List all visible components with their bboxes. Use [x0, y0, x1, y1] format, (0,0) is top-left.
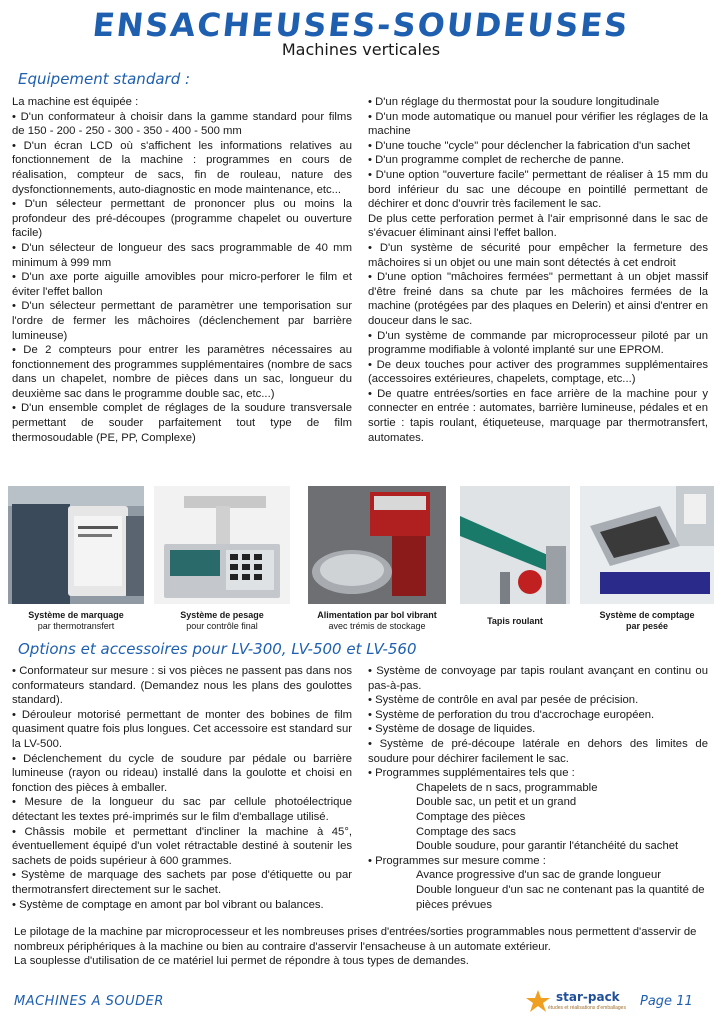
standard-item: • D'un ensemble complet de réglages de la soudure transversale permettant de souder parfaitement tout type de film thermosoudable (PE, PP, Complexe): [12, 402, 352, 444]
photo-caption: Système de marquage par thermotransfert: [28, 610, 124, 631]
standard-item: • De deux touches pour activer des programmes supplémentaires (accessoires extérieures, chapelets, comptage, etc...): [368, 358, 708, 386]
standard-item: • D'une option "ouverture facile" permettant de réaliser à 15 mm du bord inférieur du sac une découpe en pointillé permettant de déchirer et donc d'ouvrir très facilement le sac.: [368, 168, 708, 211]
program-item: Chapelets de n sacs, programmable: [416, 781, 598, 794]
standard-item: • D'un système de commande par microprocesseur piloté par un programme modifiable à volonté implanté sur une EPROM.: [368, 329, 708, 357]
standard-item: • De quatre entrées/sorties en face arrière de la machine pour y connecter en entrée : automates, barrière lumineuse, pédales et en sortie : tapis roulant, étiqueteuse, marquage par thermotransfert, automates.: [368, 387, 708, 444]
standard-item: • D'un mode automatique ou manuel pour vérifier les réglages de la machine: [368, 110, 708, 138]
program-item: Double sac, un petit et un grand: [416, 796, 577, 809]
standard-item: • D'un conformateur à choisir dans la gamme standard pour films de 150 - 200 - 250 - 300 - 350 - 400 - 500 mm: [12, 110, 352, 138]
marking-system-photo: [8, 486, 144, 604]
standard-left-column: [12, 95, 352, 445]
option-item: • Système de convoyage par tapis roulant avançant en continu ou pas-à-pas.: [368, 665, 708, 692]
option-item: • Déclenchement du cycle de soudure par pédale ou barrière lumineuse (rayon ou rideau) installé dans la goulotte et choisi en fonction des pièces à emballer.: [12, 752, 352, 794]
option-item: • Dérouleur motorisé permettant de monter des bobines de film quasiment quatre fois plus longues. Cet accessoire est standard sur la LV-500.: [12, 708, 352, 750]
closing-line: La souplesse d'utilisation de ce matériel lui permet de répondre à tous types de demandes.: [14, 955, 469, 968]
logo-tagline: études et réalisations d'emballages: [548, 1005, 626, 1011]
standard-item: • D'un réglage du thermostat pour la soudure longitudinale: [368, 96, 660, 108]
standard-item: • D'un sélecteur de longueur des sacs programmable de 40 mm minimum à 999 mm: [12, 241, 352, 269]
standard-item: • D'une touche "cycle" pour déclencher la fabrication d'un sachet: [368, 139, 691, 152]
option-item: • Conformateur sur mesure : si vos pièces ne passent pas dans nos conformateurs standard. (Demandez nous les plans des goulottes standard).: [12, 665, 352, 707]
standard-item: De plus cette perforation permet à l'air emprisonné dans le sac de s'évacuer éliminant ainsi l'effet ballon.: [368, 212, 708, 240]
closing-line: Le pilotage de la machine par microprocesseur et les nombreuses prises d'entrées/sorties programmables nous permettent d'asservir de nombreux périphériques à la machine ou bien au contraire d'asservir l'ensacheuse à un automate extérieur.: [14, 926, 697, 953]
standard-heading: Equipement standard :: [18, 70, 191, 88]
option-item: • Système de dosage de liquides.: [368, 723, 536, 736]
photo-strip: [8, 486, 714, 604]
standard-item: • D'un programme complet de recherche de panne.: [368, 154, 625, 167]
program-item: Comptage des sacs: [416, 825, 516, 838]
photo-caption: Alimentation par bol vibrant avec trémis de stockage: [317, 610, 437, 631]
option-item: • Châssis mobile et permettant d'incliner la machine à 45°, éventuellement équipé d'un volet rétractable destiné à soutenir les sachets de poids supérieur à 600 grammes.: [12, 825, 352, 867]
standard-item: • D'un système de sécurité pour empêcher la fermeture des mâchoires si un objet ou une main sont détectés à cet endroit: [368, 241, 708, 269]
options-heading: Options et accessoires pour LV-300, LV-500 et LV-560: [18, 640, 417, 658]
counting-system-photo: [580, 486, 714, 604]
standard-item: • De 2 compteurs pour entrer les paramètres nécessaires au fonctionnement des programmes supplémentaires (nombre de sacs dans un chapelet, nombre de pièces dans un sac, longueur du deuxième sac dans le programme double sac, etc...): [12, 344, 352, 400]
closing-paragraph: [14, 925, 708, 969]
option-item: • Système de comptage en amont par bol vibrant ou balances.: [12, 898, 324, 911]
standard-item: • D'une option "mâchoires fermées" permettant à un objet massif d'être freiné dans sa chute par les mâchoires fermées de la machine (protégées par des plaques en Delerin) et ainsi d'entrer en douceur dans le sac.: [368, 271, 708, 327]
option-item: • Système de contrôle en aval par pesée de précision.: [368, 694, 639, 707]
standard-right-column: [368, 95, 708, 445]
standard-item: • D'un sélecteur permettant de paramètrer une temporisation sur l'ordre de fermer les mâchoires (déclenchement par barrière lumineuse): [12, 300, 352, 342]
options-left-column: [12, 664, 352, 912]
photo-caption: Système de pesage pour contrôle final: [180, 610, 264, 631]
standard-item: • D'un axe porte aiguille amovibles pour micro-perforer le film et éviter l'effet ballon: [12, 271, 352, 298]
standard-item: • D'un écran LCD où s'affichent les informations relatives au fonctionnement de la machine : programmes en cours de réalisation, compteur de sacs, fin de rouleau, nature des dysfonctionnements, auto-diagnostic en mode maintenance, etc...: [12, 139, 352, 196]
page-subtitle: Machines verticales: [281, 40, 441, 59]
custom-program-item: Avance progressive d'un sac de grande longueur: [416, 869, 661, 882]
program-item: Comptage des pièces: [416, 810, 526, 823]
program-item: Double soudure, pour garantir l'étanchéité du sachet: [416, 840, 679, 853]
custom-program-item: Double longueur d'un sac ne contenant pas la quantité de pièces prévues: [416, 883, 705, 911]
option-item: • Système de marquage des sachets par pose d'étiquette ou par thermotransfert directement sur le sachet.: [12, 869, 352, 896]
weighing-system-photo: [154, 486, 290, 604]
photo-caption: Tapis roulant: [487, 616, 543, 626]
options-right-column: [368, 664, 708, 912]
page-number: Page 11: [640, 994, 693, 1009]
option-item: • Programmes supplémentaires tels que :: [368, 767, 575, 780]
standard-item: La machine est équipée :: [12, 96, 139, 108]
option-item: • Mesure de la longueur du sac par cellule photoélectrique détectant les textes pré-imprimés sur le film d'emballage utilisé.: [12, 796, 352, 823]
option-item: • Système de perforation du trou d'accrochage européen.: [368, 708, 655, 721]
vibrating-bowl-photo: [308, 486, 446, 604]
conveyor-photo: [460, 486, 570, 604]
logo-name: star-pack: [556, 990, 620, 1004]
option-item: • Système de pré-découpe latérale en dehors des limites de soudure pour déchirer facilement le sac.: [368, 737, 708, 765]
footer-section-label: MACHINES A SOUDER: [14, 994, 164, 1009]
photo-caption: Système de comptage par pesée: [599, 610, 695, 631]
page-title: ENSACHEUSES-SOUDEUSES: [90, 6, 632, 44]
option-item: • Programmes sur mesure comme :: [368, 854, 546, 867]
standard-item: • D'un sélecteur permettant de prononcer plus ou moins la profondeur des pré-découpes (programme chapelet ou ouverture facile): [12, 198, 352, 240]
